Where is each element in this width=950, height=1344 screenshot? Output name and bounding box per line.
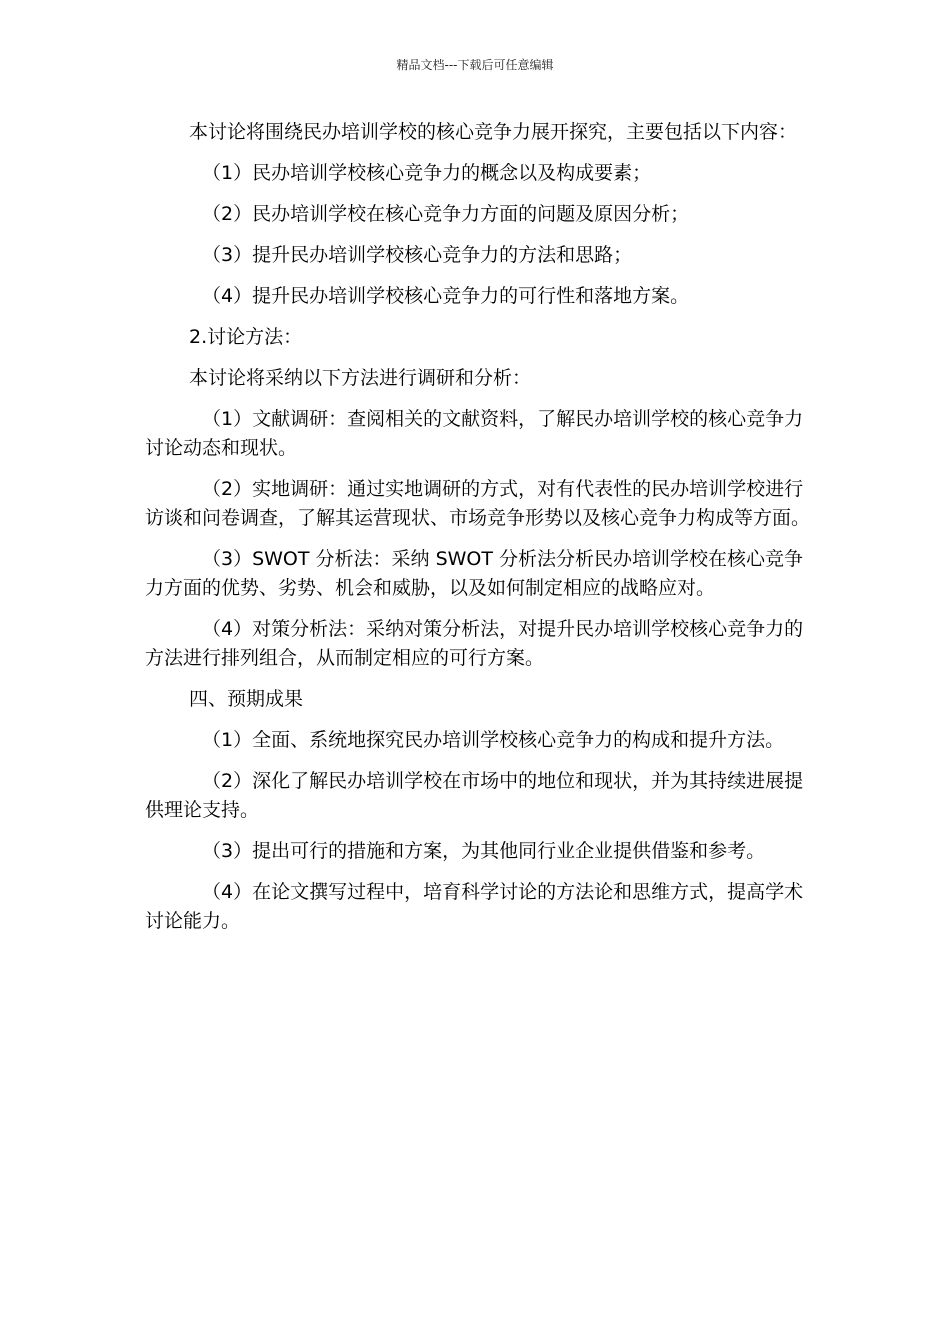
intro-paragraph: 本讨论将围绕民办培训学校的核心竞争力展开探究，主要包括以下内容： [189, 121, 798, 143]
outcome-item-1: （1）全面、系统地探究民办培训学校核心竞争力的构成和提升方法。 [202, 729, 785, 751]
methods-intro-paragraph: 本讨论将采纳以下方法进行调研和分析： [189, 367, 532, 389]
page-header: 精品文档---下载后可任意编辑 [396, 58, 554, 72]
section-heading-methods: 2.讨论方法： [189, 326, 303, 348]
method-item-1: （1）文献调研：查阅相关的文献资料，了解民办培训学校的核心竞争力讨论动态和现状。 [145, 408, 804, 459]
method-item-4: （4）对策分析法：采纳对策分析法，对提升民办培训学校核心竞争力的方法进行排列组合，从而制定相应的可行方案。 [145, 618, 804, 669]
method-item-3: （3）SWOT 分析法：采纳 SWOT 分析法分析民办培训学校在核心竞争力方面的优势、劣势、机会和威胁，以及如何制定相应的战略应对。 [145, 548, 804, 599]
content-item-4: （4）提升民办培训学校核心竞争力的可行性和落地方案。 [202, 285, 690, 307]
content-item-1: （1）民办培训学校核心竞争力的概念以及构成要素； [202, 162, 652, 184]
document-body [145, 118, 810, 948]
method-item-2: （2）实地调研：通过实地调研的方式，对有代表性的民办培训学校进行访谈和问卷调查，了解其运营现状、市场竞争形势以及核心竞争力构成等方面。 [145, 478, 811, 529]
outcome-item-4: （4）在论文撰写过程中，培育科学讨论的方法论和思维方式，提高学术讨论能力。 [145, 881, 804, 932]
content-item-2: （2）民办培训学校在核心竞争力方面的问题及原因分析； [202, 203, 690, 225]
outcome-item-3: （3）提出可行的措施和方案，为其他同行业企业提供借鉴和参考。 [202, 840, 766, 862]
section-heading-outcomes: 四、预期成果 [189, 688, 304, 710]
content-item-3: （3）提升民办培训学校核心竞争力的方法和思路； [202, 244, 633, 266]
outcome-item-2: （2）深化了解民办培训学校在市场中的地位和现状，并为其持续进展提供理论支持。 [145, 770, 804, 821]
